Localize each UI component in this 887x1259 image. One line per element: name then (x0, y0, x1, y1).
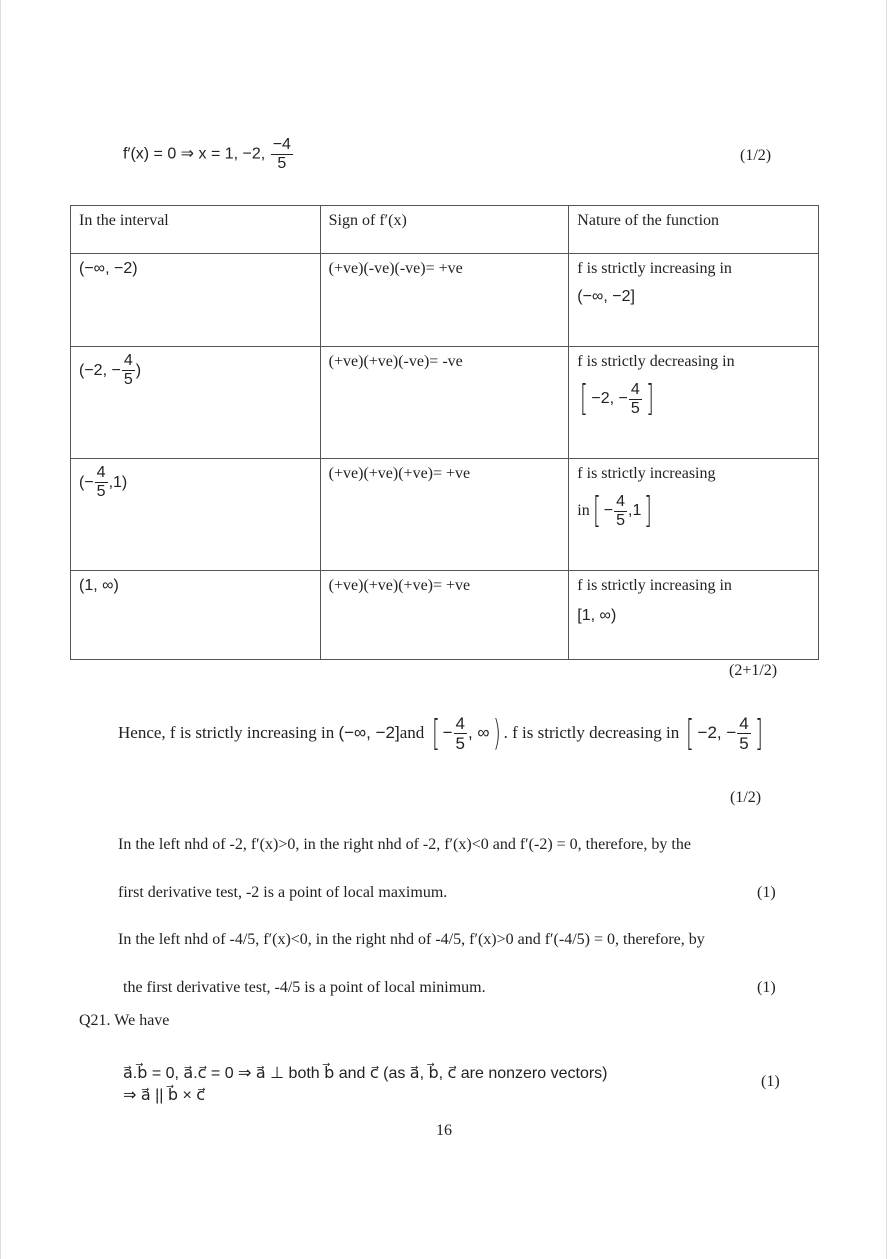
nature-interval: [ −2, − $\frac{4}{5}$ ] (580, 378, 654, 419)
equation-lhs: f′(x) = 0 ⇒ x = 1, −2, (123, 145, 270, 163)
local-max-text-line1: In the left nhd of -2, f′(x)>0, in the right nhd of -2, f′(x)<0 and f′(-2) = 0, therefore, by the (118, 836, 691, 853)
table-row (71, 459, 819, 571)
nature-interval: (−∞, −2] (577, 288, 635, 305)
interval-table (70, 205, 819, 660)
header-nature: Nature of the function (569, 206, 819, 254)
page-number: 16 (436, 1122, 452, 1139)
table-row (71, 571, 819, 660)
derivative-zero-equation (123, 137, 294, 172)
table-row (71, 347, 819, 459)
sign-cell: (+ve)(+ve)(+ve)= +ve (320, 459, 569, 571)
table-row (71, 254, 819, 347)
local-max-text-line2: first derivative test, -2 is a point of local maximum. (118, 884, 448, 901)
sign-cell: (+ve)(+ve)(+ve)= +ve (320, 571, 569, 660)
interval-cell: (− $\frac{4}{5}$ ,1) (71, 459, 321, 571)
nature-cell: f is strictly increasing in (−∞, −2] (569, 254, 819, 347)
interval-cell: (1, ∞) (79, 577, 119, 594)
marks-label: (2+1/2) (729, 662, 778, 679)
question-heading: Q21. We have (79, 1012, 170, 1029)
sign-cell: (+ve)(-ve)(-ve)= +ve (320, 254, 569, 347)
table-header-row (71, 206, 819, 254)
sign-cell: (+ve)(+ve)(-ve)= -ve (320, 347, 569, 459)
header-interval: In the interval (71, 206, 321, 254)
marks-label: (1) (761, 1073, 780, 1090)
interval-cell: (−2, − $\frac{4}{5}$ ) (71, 347, 321, 459)
fraction: $\frac{-4}{5}$ (272, 136, 291, 172)
vector-equation-line2: ⇒ a⃗ || b⃗ × c⃗ (123, 1087, 206, 1104)
interval-cell: (−∞, −2) (79, 260, 138, 277)
local-min-text-line2: the first derivative test, -4/5 is a point of local minimum. (123, 979, 486, 996)
marks-label: (1/2) (740, 147, 772, 164)
nature-cell: f is strictly increasing in[ − $\frac{4}{5}$ ,1] (569, 459, 819, 571)
vector-equation-line1: a⃗.b⃗ = 0, a⃗.c⃗ = 0 ⇒ a⃗ ⊥ both b⃗ and c⃗ (as a⃗, b⃗, c⃗ are nonzero vectors) (123, 1065, 608, 1082)
nature-cell: f is strictly decreasing in [ −2, − $\frac{4}{5}$ ] (569, 347, 819, 459)
marks-label: (1) (757, 979, 776, 996)
hence-statement: Hence, f is strictly increasing in (−∞, −2]and [ − $\frac{4}{5}$ , ∞) . f is strictly decreasing in [ −2, − $\frac{4}{5}$ ] (118, 712, 763, 754)
marks-label: (1) (757, 884, 776, 901)
nature-cell: f is strictly increasing in [1, ∞) (569, 571, 819, 660)
local-min-text-line1: In the left nhd of -4/5, f′(x)<0, in the right nhd of -4/5, f′(x)>0 and f′(-4/5) = 0, therefore, by (118, 931, 705, 948)
nature-interval: in[ − $\frac{4}{5}$ ,1] (577, 490, 653, 531)
header-sign: Sign of f′(x) (320, 206, 569, 254)
nature-interval: [1, ∞) (577, 607, 617, 624)
marks-label: (1/2) (730, 789, 762, 806)
